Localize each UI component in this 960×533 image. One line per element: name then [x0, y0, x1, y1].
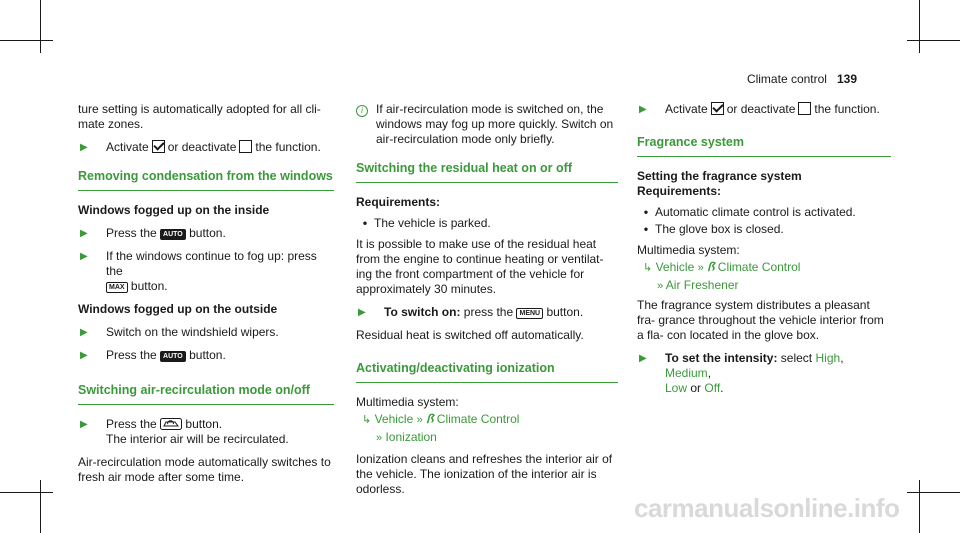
menu-path-line: [637, 260, 891, 276]
step-label: To switch on:: [384, 305, 461, 319]
step-label: To set the intensity:: [665, 351, 778, 365]
option-low: Low: [665, 381, 688, 395]
section-title: Climate control: [746, 72, 827, 86]
multimedia-label: Multimedia system:: [637, 243, 740, 257]
ionization-text: Ionization cleans and refreshes the interior air of the vehicle. The ionization of the interior air is odorless.: [356, 452, 613, 496]
requirement-item: [637, 222, 891, 237]
requirement-text: The vehicle is parked.: [374, 216, 491, 230]
path-separator-icon: »: [376, 432, 383, 444]
step-arrow-icon: ▶: [80, 419, 88, 430]
step-text: button.: [185, 417, 223, 431]
page-header: [747, 72, 857, 87]
requirement-text: The glove box is closed.: [655, 222, 784, 236]
crop-mark: [919, 0, 920, 53]
step-press-auto: [78, 226, 334, 241]
subheading-setting-fragrance: Setting the fragrance system: [637, 169, 802, 183]
crop-mark: [0, 40, 53, 41]
checkbox-checked-icon: [152, 140, 165, 153]
step-arrow-icon: ▶: [639, 104, 647, 115]
crop-mark: [919, 480, 920, 533]
step-arrow-icon: ▶: [358, 307, 366, 318]
step-text: button.: [130, 279, 168, 293]
step-max-defrost: [78, 249, 334, 294]
subheading-outside: Windows fogged up on the outside: [78, 302, 278, 316]
crop-mark: [907, 40, 960, 41]
menu-button-icon: MENU: [516, 308, 543, 319]
max-defrost-button-icon: MAX: [106, 282, 128, 293]
requirement-item: [356, 216, 618, 231]
step-activate: [78, 140, 334, 155]
crop-mark: [907, 492, 960, 493]
requirements-heading: Requirements:: [637, 184, 722, 198]
checkbox-empty-icon: [798, 102, 811, 115]
page-number: 139: [836, 72, 857, 86]
auto-button-icon: AUTO: [160, 229, 186, 240]
path-separator-icon: »: [697, 262, 704, 274]
step-text: If the windows continue to fog up: press the: [106, 249, 317, 278]
residual-heat-text: It is possible to make use of the residual heat from the engine to continue heating or ventilat- ing the front compartment of the vehicle for approximately 30 minutes.: [356, 237, 604, 296]
step-text: button.: [189, 348, 226, 362]
info-note-icon: i: [356, 105, 368, 117]
step-text: Switch on the windshield wipers.: [106, 325, 279, 339]
section-heading-condensation: Removing condensation from the windows: [78, 169, 334, 191]
step-set-intensity: ▶ To set the intensity: select High, Medium, Low or Off.: [639, 351, 844, 395]
menu-path-line: [356, 430, 618, 446]
menu-path-line: [637, 278, 891, 294]
column-3: [637, 102, 891, 404]
path-vehicle: Vehicle: [374, 412, 414, 426]
auto-off-text: Residual heat is switched off automatically.: [356, 328, 584, 342]
note-text: If air-recirculation mode is switched on, the windows may fog up more quickly. Switch on air-recirculation mode only briefly.: [376, 102, 614, 146]
bullet-icon: •: [362, 216, 368, 230]
menu-path-line: [356, 412, 618, 428]
column-1: [78, 102, 334, 491]
section-heading-ionization: Activating/deactivating ionization: [356, 361, 618, 383]
step-arrow-icon: ▶: [80, 142, 88, 153]
bullet-icon: •: [643, 205, 649, 219]
step-text: Activate: [106, 140, 149, 154]
step-text: the function.: [814, 102, 880, 116]
section-heading-recirculation: Switching air-recirculation mode on/off: [78, 383, 334, 405]
path-vehicle: Vehicle: [655, 260, 695, 274]
step-text: select: [780, 351, 813, 365]
step-text: Press the: [106, 226, 157, 240]
step-text: or deactivate: [167, 140, 237, 154]
bullet-icon: •: [643, 222, 649, 236]
crop-mark: [0, 492, 53, 493]
path-start-arrow-icon: ↳: [643, 262, 653, 274]
path-air-freshener: Air Freshener: [665, 278, 739, 292]
step-text: button.: [189, 226, 226, 240]
step-text: press the: [463, 305, 514, 319]
fragrance-text: The fragrance system distributes a pleasant fra- grance throughout the vehicle interior from a fla- con located in the glove box.: [637, 298, 884, 342]
step-switch-on: [356, 305, 618, 320]
intro-text: ture setting is automatically adopted for all cli- mate zones.: [78, 102, 321, 131]
step-text: or deactivate: [726, 102, 796, 116]
path-start-arrow-icon: ↳: [362, 414, 372, 426]
step-text: the function.: [255, 140, 321, 154]
path-separator-icon: »: [416, 414, 423, 426]
step-arrow-icon: ▶: [639, 353, 647, 364]
option-off: Off: [704, 381, 721, 395]
path-climate: Climate Control: [436, 412, 520, 426]
recirculation-auto-text: Air-recirculation mode automatically switches to fresh air mode after some time.: [78, 455, 331, 484]
multimedia-label: Multimedia system:: [356, 395, 459, 409]
step-arrow-icon: ▶: [80, 228, 88, 239]
step-text: button.: [546, 305, 584, 319]
requirements-heading: Requirements:: [356, 195, 441, 209]
step-wipers: [78, 325, 334, 340]
column-2: [356, 102, 618, 503]
step-press-auto-2: [78, 348, 334, 363]
step-text: Press the: [106, 417, 157, 431]
note-box: [356, 102, 618, 147]
auto-button-icon: AUTO: [160, 351, 186, 362]
seat-climate-icon: ꟗ: [426, 412, 434, 426]
step-arrow-icon: ▶: [80, 251, 88, 262]
crop-mark: [40, 0, 41, 53]
step-text: Press the: [106, 348, 157, 362]
step-text: Activate: [665, 102, 708, 116]
subheading-inside: Windows fogged up on the inside: [78, 203, 270, 217]
seat-climate-icon: ꟗ: [707, 260, 715, 274]
step-text: or: [690, 381, 702, 395]
step-activate: [637, 102, 891, 117]
step-arrow-icon: ▶: [80, 350, 88, 361]
checkbox-checked-icon: [711, 102, 724, 115]
requirement-item: [637, 205, 891, 220]
section-heading-residual-heat: Switching the residual heat on or off: [356, 161, 618, 183]
path-separator-icon: »: [657, 280, 664, 292]
checkbox-empty-icon: [239, 140, 252, 153]
step-recirc-button: [78, 417, 334, 447]
section-heading-fragrance: Fragrance system: [637, 135, 891, 157]
recirculation-button-icon: [160, 418, 182, 430]
step-result-text: The interior air will be recirculated.: [106, 432, 289, 446]
watermark: carmanualsonline.info: [634, 493, 900, 523]
crop-mark: [40, 480, 41, 533]
requirement-text: Automatic climate control is activated.: [655, 205, 856, 219]
option-medium: Medium: [665, 366, 708, 380]
step-arrow-icon: ▶: [80, 327, 88, 338]
path-climate: Climate Control: [717, 260, 801, 274]
option-high: High: [815, 351, 841, 365]
path-ionization: Ionization: [385, 430, 437, 444]
